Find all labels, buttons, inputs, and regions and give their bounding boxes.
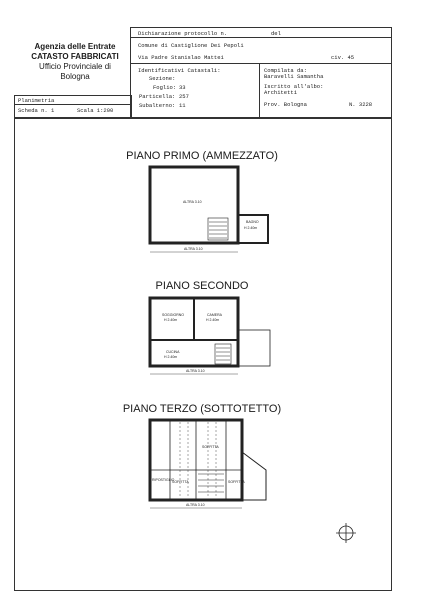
provincia-text: Prov. Bologna [264, 101, 307, 108]
iscritto-value: Architetti [264, 89, 298, 96]
via-text: Via Padre Stanislao Mattei [138, 54, 224, 61]
subalterno-label: Subalterno: [139, 102, 176, 109]
terzo-soffitta-right-label: SOFFITTA [228, 480, 245, 484]
primo-height-label: ALTRA 3.10 [184, 247, 203, 251]
iscritto-label: Iscritto all'albo: [264, 83, 324, 90]
particella-value: 257 [179, 93, 189, 100]
piano-primo-title: PIANO PRIMO (AMMEZZATO) [126, 150, 278, 162]
secondo-height-label: ALTRA 3.10 [186, 369, 205, 373]
province-name: Bologna [60, 72, 90, 81]
primo-bagno-height: H 2.40m [244, 226, 258, 230]
plan-primo [150, 167, 268, 252]
secondo-soggiorno-height: H 2.40m [164, 318, 178, 322]
albo-number: N. 3228 [349, 101, 373, 108]
terzo-height-label: ALTRA 3.10 [186, 503, 205, 507]
dichiarazione-label: Dichiarazione protocollo n. [138, 30, 228, 37]
north-arrow-icon [336, 523, 356, 543]
primo-room-label: ALTRA 3.10 [183, 200, 202, 204]
compilata-value: Baravelli Samantha [264, 73, 324, 80]
secondo-cucina-height: H 2.40m [164, 355, 178, 359]
scheda-label: Scheda n. 1 [18, 107, 55, 114]
planimetria-label: Planimetria [18, 97, 55, 104]
identificativi-label: Identificativi Catastali: [138, 67, 221, 74]
piano-secondo-title: PIANO SECONDO [155, 280, 249, 292]
foglio-value: 33 [179, 84, 186, 91]
foglio-label: Foglio: [153, 84, 177, 91]
civico-text: civ. 45 [331, 54, 355, 61]
plan-terzo [150, 420, 266, 508]
piano-terzo-title: PIANO TERZO (SOTTOTETTO) [122, 403, 282, 415]
secondo-cucina-label: CUCINA [166, 350, 180, 354]
scala-label: Scala 1:200 [77, 107, 114, 114]
agency-name: Agenzia delle Entrate [34, 42, 116, 51]
ufficio-label: Ufficio Provinciale di [39, 62, 111, 71]
terzo-soffitta-left-label: SOFFITTA [172, 480, 189, 484]
particella-label: Particella: [139, 93, 176, 100]
secondo-soggiorno-label: SOGGIORNO [162, 313, 184, 317]
terzo-ripostiglio-label: RIPOSTIGLIO [152, 478, 175, 482]
del-label: del [271, 30, 281, 37]
catasto-title: CATASTO FABBRICATI [31, 52, 119, 61]
sezione-label: Sezione: [149, 75, 176, 82]
comune-text: Comune di Castiglione Dei Pepoli [138, 42, 244, 49]
subalterno-value: 11 [179, 102, 186, 109]
secondo-camera-height: H 2.40m [206, 318, 220, 322]
terzo-soffitta-label: SOFFITTA [202, 445, 219, 449]
compilata-label: Compilata da: [264, 67, 307, 74]
secondo-camera-label: CAMERA [207, 313, 222, 317]
primo-bagno-label: BAGNO [246, 220, 259, 224]
plan-secondo [150, 298, 270, 374]
